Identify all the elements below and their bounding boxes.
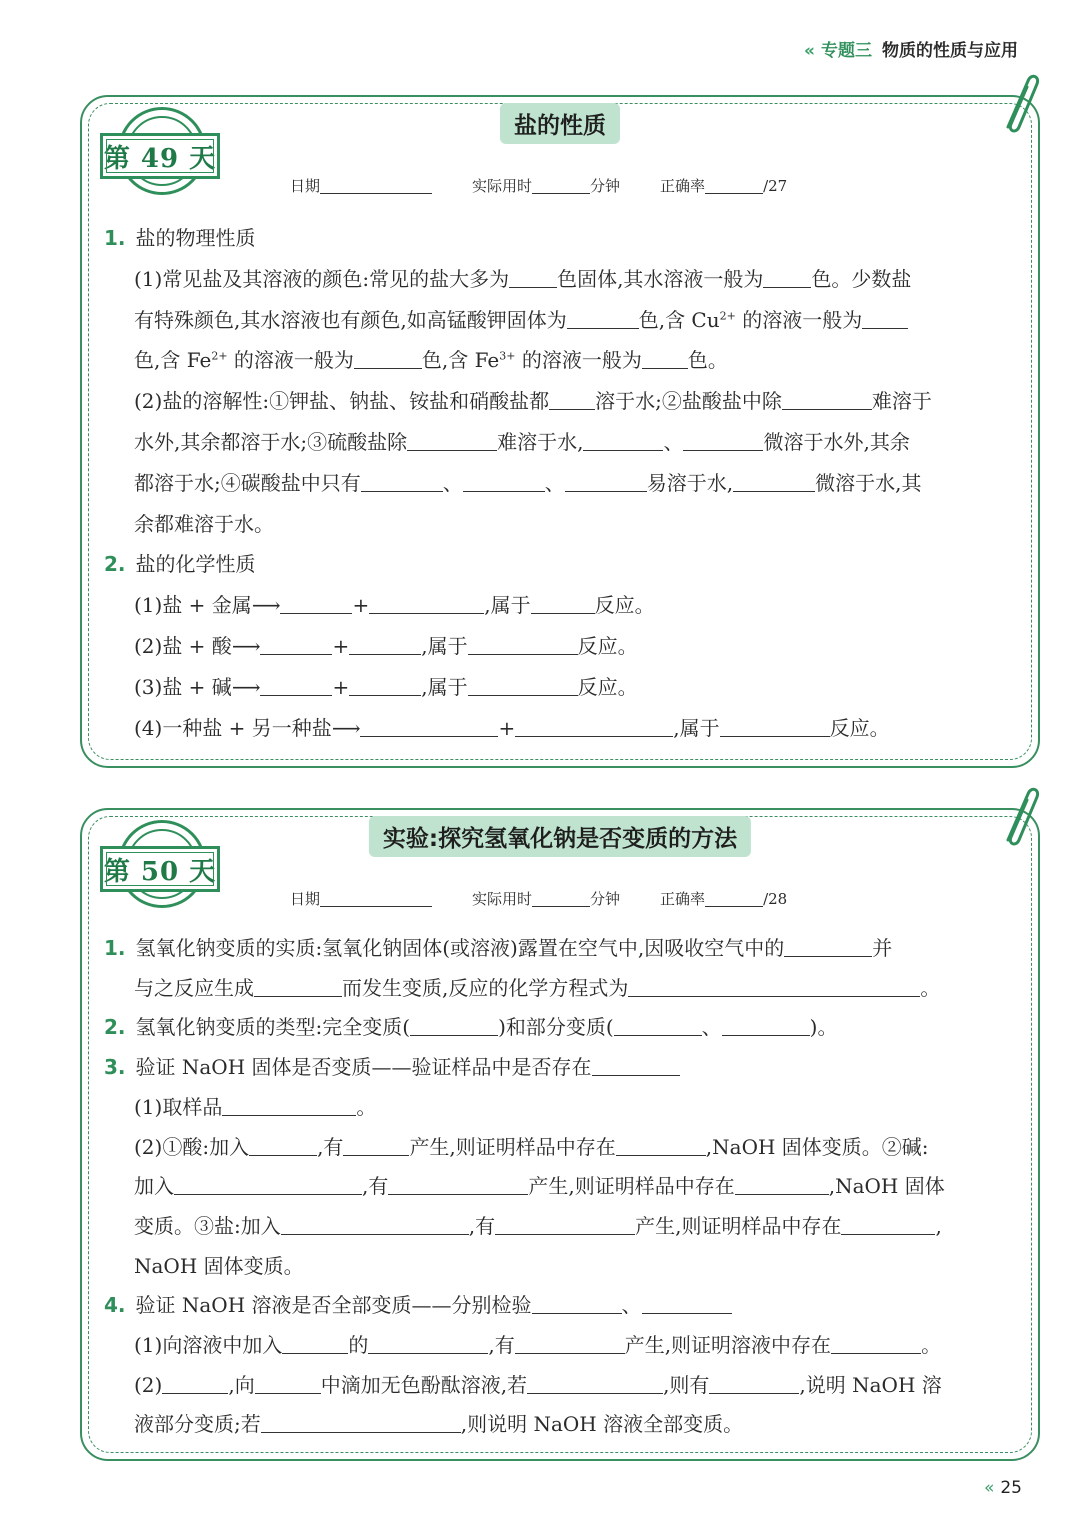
paperclip-icon — [994, 780, 1042, 852]
page-header — [804, 36, 1018, 61]
question-2: 2. 氢氧化钠变质的类型:完全变质( )和部分变质( 、 )。 — [104, 1015, 838, 1040]
accuracy-field[interactable] — [705, 890, 763, 907]
reaction-2: (2)盐 + 酸⟶ + ,属于 反应。 — [134, 633, 638, 658]
time-field[interactable] — [532, 177, 590, 194]
header-topic: 专题三 — [821, 41, 872, 61]
reaction-4: (4)一种盐 + 另一种盐⟶ + ,属于 反应。 — [134, 715, 890, 740]
question-1: 1. 氢氧化钠变质的实质:氢氧化钠固体(或溶液)露置在空气中,因吸收空气中的 并 — [104, 936, 893, 960]
question-4: 4. 验证 NaOH 溶液是否全部变质——分别检验 、 — [104, 1286, 1018, 1326]
header-title: 物质的性质与应用 — [882, 41, 1018, 61]
chevron-left-icon: « — [804, 41, 815, 61]
day-badge-icon — [100, 820, 226, 928]
paperclip-icon — [994, 67, 1042, 139]
meta-row: 日期 实际用时 分钟 正确率 /28 — [290, 890, 788, 908]
date-field[interactable] — [320, 177, 432, 194]
question-1: 1. 盐的物理性质 — [104, 226, 256, 250]
day49-content: 1. 盐的物理性质 (1)常见盐及其溶液的颜色:常见的盐大多为 色固体,其水溶液一般为 色。少数盐 有特殊颜色,其水溶液也有颜色,如高锰酸钾固体为 色,含 $Cu^{2+}$ 的溶液一般为 色,含 $Fe^{2+}$ 的溶液一般为 色,含 $Fe^{3+}$ 的溶液一般为 色。 (2)盐的溶解性:①钾盐、钠盐、铵盐和硝酸盐都 溶于水;②盐酸盐中除 难溶于 水外,其余都溶于水;③硫酸盐除 难溶于水, 、 微溶于水外,其余 都溶于水;④碳酸盐中只有 、 、 易溶于水, 微溶于水,其 余都难溶于水。 2. 盐的化学性质 (1)盐 + 金属⟶ + ,属于 反应。 (2)盐 + 酸⟶ + ,属于 反应。 (3)盐 + 碱⟶ + ,属于 反应。 (4)一种盐 + 另一种盐⟶ + ,属于 反应。 — [104, 218, 1018, 748]
day50-content: 1. 氢氧化钠变质的实质:氢氧化钠固体(或溶液)露置在空气中,因吸收空气中的 并 与之反应生成 而发生变质,反应的化学方程式为 。 2. 氢氧化钠变质的类型:完全变质( )和部分变质( 、 )。 3. 验证 NaOH 固体是否变质——验证样品中是否存在 (1)取样品 。 (2)①酸:加入 ,有 产生,则证明样品中存在 ,NaOH 固体变质。②碱: 加入 ,有 产生,则证明样品中存在 ,NaOH 固体 变质。③盐:加入 ,有 产生,则证明样品中存在 , NaOH 固体变质。 4. 验证 NaOH 溶液是否全部变质——分别检验 、 (1)向溶液中加入 的 ,有 产生,则证明溶液中存在 。 (2) ,向 中滴加无色酚酞溶液,若 ,则有 ,说明 NaOH 溶 液部分变质;若 ,则说明 NaOH 溶液全部变质。 — [104, 929, 1018, 1445]
q1-part1: (1)常见盐及其溶液的颜色:常见的盐大多为 色固体,其水溶液一般为 色。少数盐 — [134, 266, 912, 291]
section-title: 盐的性质 — [500, 103, 620, 144]
day-label: 第 50 天 — [100, 846, 220, 892]
section-title: 实验:探究氢氧化钠是否变质的方法 — [369, 816, 751, 857]
question-3: 3. 验证 NaOH 固体是否变质——验证样品中是否存在 — [104, 1048, 1018, 1088]
date-field[interactable] — [320, 890, 432, 907]
q1-part2: (2)盐的溶解性:①钾盐、钠盐、铵盐和硝酸盐都 溶于水;②盐酸盐中除 难溶于 — [134, 389, 932, 414]
reaction-3: (3)盐 + 碱⟶ + ,属于 反应。 — [134, 674, 638, 699]
chevron-left-icon: « — [983, 1478, 995, 1498]
day-badge-icon — [100, 107, 226, 215]
day-label: 第 49 天 — [100, 133, 220, 179]
day49-card — [80, 95, 1040, 768]
time-field[interactable] — [532, 890, 590, 907]
accuracy-field[interactable] — [705, 177, 763, 194]
question-2: 2. 盐的化学性质 — [104, 552, 256, 577]
page-number: « 25 — [983, 1478, 1022, 1498]
reaction-1: (1)盐 + 金属⟶ + ,属于 反应。 — [134, 593, 655, 618]
meta-row: 日期 实际用时 分钟 正确率 /27 — [290, 177, 788, 195]
day50-card — [80, 808, 1040, 1461]
